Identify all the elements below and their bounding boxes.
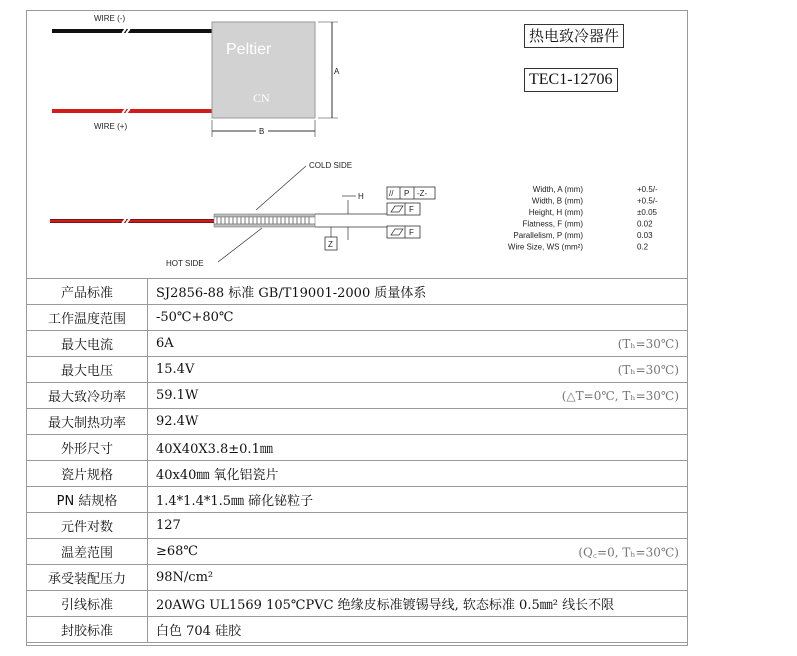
spec-value-cell <box>148 435 688 461</box>
spec-tolerance: 0.03 <box>637 231 653 240</box>
tolerance-p: P <box>404 189 410 198</box>
tolerance-frame-parallel <box>387 187 435 199</box>
spec-value-cell <box>148 617 688 643</box>
spec-label: 封胶标准 <box>27 617 148 643</box>
spec-row <box>27 539 688 565</box>
tec-drawing <box>0 0 797 278</box>
spec-row <box>27 591 688 617</box>
spec-row <box>27 461 688 487</box>
tolerance-spec-list <box>508 185 658 252</box>
svg-text://: // <box>389 189 394 198</box>
spec-value: 92.4W <box>156 414 199 429</box>
tolerance-f1: F <box>409 205 414 214</box>
spec-name: Parallelism, P (mm) <box>513 231 583 240</box>
spec-label: 元件对数 <box>27 513 148 539</box>
spec-name: Wire Size, WS (mm²) <box>507 242 583 252</box>
spec-value: -50℃+80℃ <box>156 310 234 325</box>
spec-condition: (Tₕ=30℃) <box>617 362 679 377</box>
tolerance-z: -Z- <box>417 189 428 198</box>
spec-row <box>27 565 688 591</box>
spec-label: 最大致冷功率 <box>27 383 148 409</box>
spec-row <box>27 409 688 435</box>
spec-value: 59.1W <box>156 388 199 403</box>
dimension-b-label: B <box>259 127 265 136</box>
spec-row <box>27 279 688 305</box>
spec-name: Width, B (mm) <box>531 196 583 206</box>
spec-row <box>27 331 688 357</box>
spec-label: 温差范围 <box>27 539 148 565</box>
spec-label: PN 結规格 <box>27 487 148 513</box>
spec-label: 瓷片规格 <box>27 461 148 487</box>
tolerance-frame-flat-2 <box>387 226 420 238</box>
wire-positive-label: WIRE (+) <box>94 122 128 131</box>
spec-value: 6A <box>156 336 174 351</box>
spec-value-cell <box>148 305 688 331</box>
spec-table <box>26 278 688 643</box>
spec-value: 40x40㎜ 氧化铝瓷片 <box>156 468 279 483</box>
tolerance-f2: F <box>409 228 414 237</box>
cold-side-leader <box>256 166 306 210</box>
spec-label: 最大制热功率 <box>27 409 148 435</box>
spec-tolerance: ±0.05 <box>637 208 657 217</box>
spec-tolerance: 0.2 <box>637 242 649 252</box>
spec-value: ≥68℃ <box>156 544 198 559</box>
spec-value: 白色 704 硅胶 <box>156 624 242 639</box>
spec-value: 98N/cm² <box>156 570 214 585</box>
cold-plate <box>214 214 315 217</box>
datum-z-label: Z <box>328 240 333 249</box>
module-mark: CN <box>253 91 270 105</box>
spec-value-cell <box>148 487 688 513</box>
spec-value: SJ2856-88 标准 GB/T19001-2000 质量体系 <box>156 286 427 301</box>
spec-tolerance: +0.5/- <box>637 185 658 194</box>
spec-condition: (Q꜀=0, Tₕ=30℃) <box>578 545 679 559</box>
wire-negative-label: WIRE (-) <box>94 14 126 23</box>
module-brand: Peltier <box>226 41 272 58</box>
spec-value: 1.4*1.4*1.5㎜ 碲化铋粒子 <box>156 494 314 509</box>
spec-value: 15.4V <box>156 362 195 377</box>
spec-condition: (Tₕ=30℃) <box>617 336 679 351</box>
spec-label: 最大电压 <box>27 357 148 383</box>
spec-value-cell <box>148 461 688 487</box>
spec-value-cell <box>148 279 688 305</box>
spec-row <box>27 435 688 461</box>
spec-value-cell <box>148 383 688 409</box>
spec-value-cell <box>148 331 688 357</box>
spec-label: 工作温度范围 <box>27 305 148 331</box>
model-number: TEC1-12706 <box>524 68 618 92</box>
spec-label: 产品标准 <box>27 279 148 305</box>
spec-row <box>27 383 688 409</box>
spec-value: 127 <box>156 518 181 533</box>
spec-value-cell <box>148 409 688 435</box>
spec-value: 40X40X3.8±0.1㎜ <box>156 442 273 457</box>
spec-name: Height, H (mm) <box>528 208 583 217</box>
spec-value-cell <box>148 591 688 617</box>
spec-row <box>27 617 688 643</box>
spec-row <box>27 357 688 383</box>
spec-label: 承受装配压力 <box>27 565 148 591</box>
tolerance-frame-flat-1 <box>387 203 420 215</box>
hot-plate <box>214 224 315 227</box>
spec-name: Width, A (mm) <box>532 185 583 194</box>
spec-row <box>27 305 688 331</box>
spec-value-cell <box>148 513 688 539</box>
hot-side-label: HOT SIDE <box>166 259 204 268</box>
spec-name: Flatness, F (mm) <box>522 219 583 229</box>
spec-value-cell <box>148 357 688 383</box>
spec-value-cell <box>148 539 688 565</box>
spec-row <box>27 487 688 513</box>
spec-tolerance: 0.02 <box>637 219 653 229</box>
spec-value-cell <box>148 565 688 591</box>
hot-side-leader <box>218 228 262 262</box>
spec-label: 外形尺寸 <box>27 435 148 461</box>
spec-label: 最大电流 <box>27 331 148 357</box>
spec-label: 引线标准 <box>27 591 148 617</box>
spec-condition: (△T=0℃, Tₕ=30℃) <box>561 388 679 403</box>
cold-side-label: COLD SIDE <box>309 161 353 170</box>
dimension-h-label: H <box>358 192 364 201</box>
spec-value: 20AWG UL1569 105℃PVC 绝缘皮标准镀锡导线, 软态标准 0.5㎜² 线长不限 <box>156 598 615 613</box>
dimension-a-label: A <box>334 67 340 76</box>
spec-row <box>27 513 688 539</box>
spec-tolerance: +0.5/- <box>637 196 658 206</box>
product-title: 热电致冷器件 <box>524 24 624 48</box>
